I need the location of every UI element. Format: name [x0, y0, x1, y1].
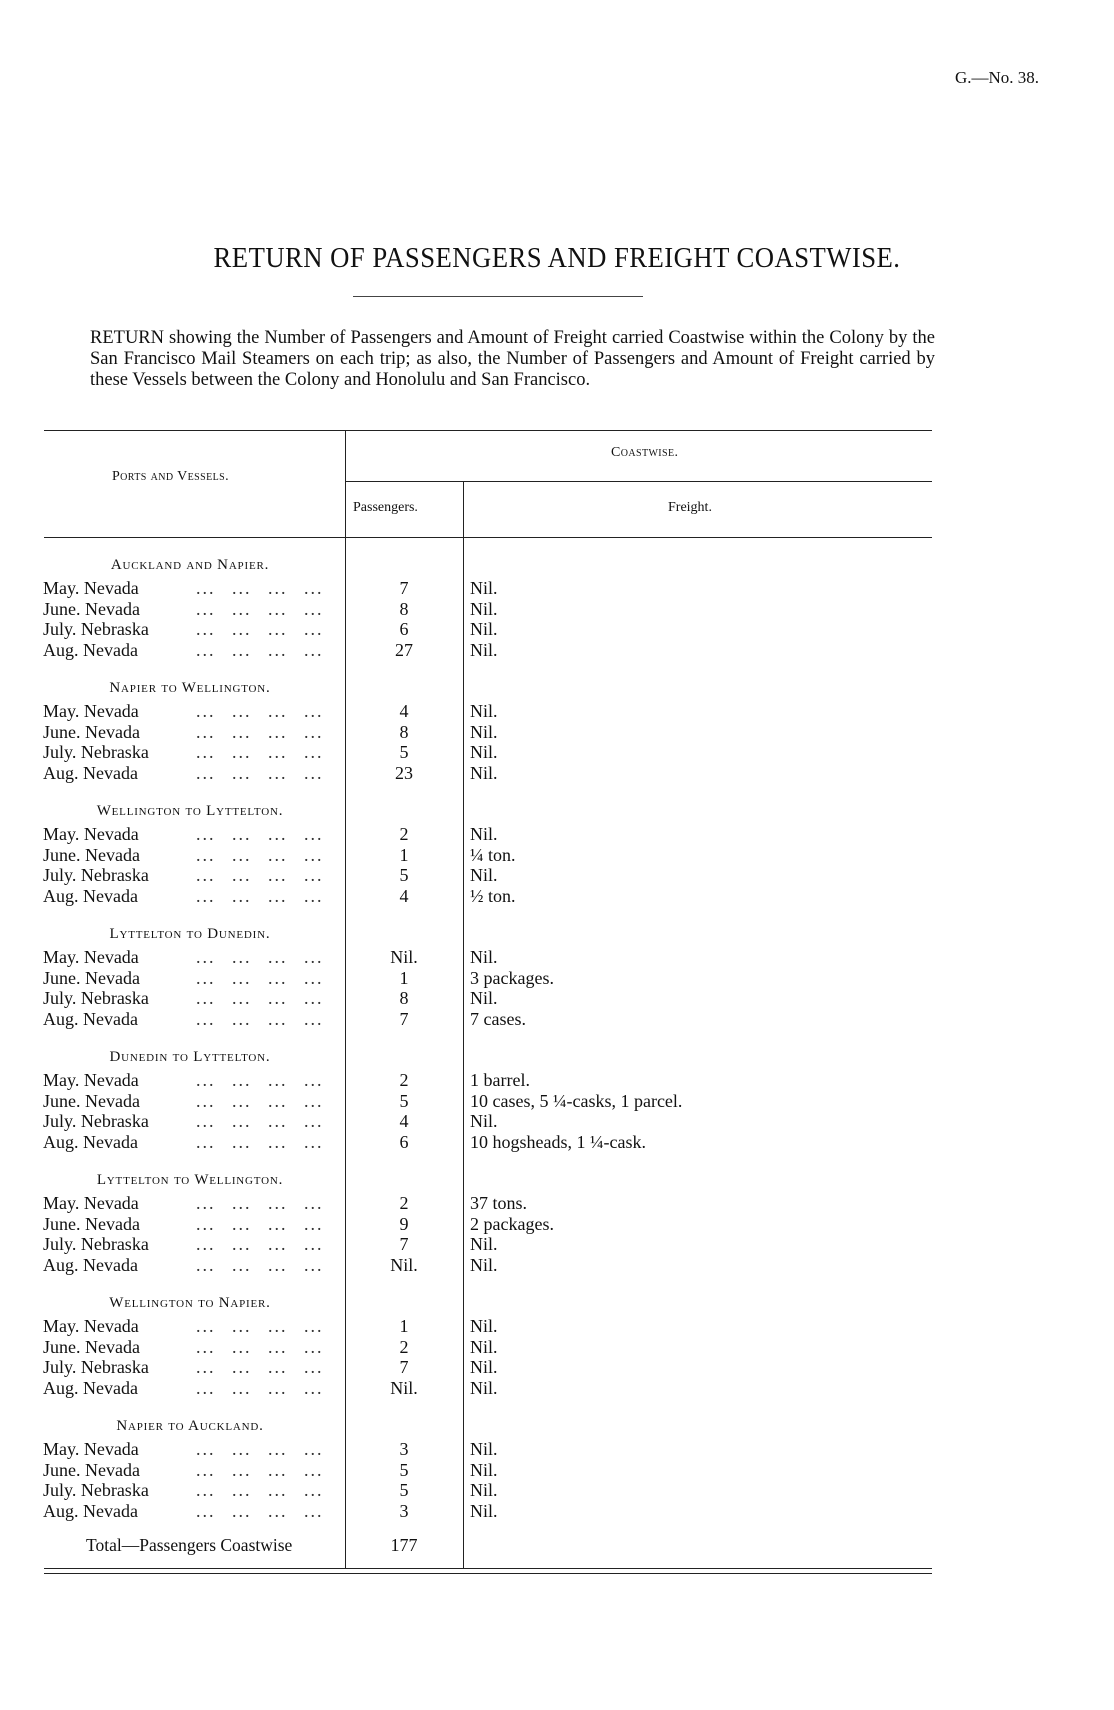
header-passengers: Passengers.: [353, 500, 418, 515]
vessel-cell: May. Nevada: [43, 824, 139, 844]
freight-cell: 7 cases.: [470, 1008, 526, 1029]
vessel-cell: May. Nevada: [43, 578, 139, 598]
table-top-rule: [44, 430, 932, 431]
table-row: [0, 599, 1114, 620]
table-row: [0, 1009, 1114, 1030]
vessel-cell: June. Nevada: [43, 967, 140, 988]
vessel-cell: Aug. Nevada: [43, 639, 138, 660]
table-bottom-rule-double: [44, 1573, 932, 1574]
freight-cell: 1 barrel.: [470, 1070, 530, 1090]
table-row: [0, 701, 1114, 722]
freight-cell: Nil.: [470, 1500, 498, 1521]
vessel-cell: June. Nevada: [43, 1459, 140, 1480]
passengers-cell: 5: [399, 1480, 409, 1500]
table-row: [0, 988, 1114, 1009]
header-coastwise: Coastwise.: [611, 445, 679, 460]
vessel-cell: July. Nebraska: [43, 742, 149, 762]
header-freight: Freight.: [668, 500, 712, 515]
leader-dots: ... ... ... ...: [196, 885, 324, 906]
passengers-cell: 6: [399, 1131, 409, 1152]
vessel-cell: June. Nevada: [43, 844, 140, 865]
vessel-cell: July. Nebraska: [43, 619, 149, 639]
leader-dots: ... ... ... ...: [196, 1213, 324, 1234]
intro-paragraph: RETURN showing the Number of Passengers and Amount of Freight carried Coastwise within the Colony by the San Francisco Mail Steamers on each trip; as also, the Number of Passengers and Amount of Freight carried by these Vessels between the Colony and Honolulu and San Francisco.: [90, 328, 935, 390]
vessel-cell: July. Nebraska: [43, 1357, 149, 1377]
table-row: [0, 1501, 1114, 1522]
table-row: [0, 947, 1114, 968]
leader-dots: ... ... ... ...: [196, 1254, 324, 1275]
header-ports-and-vessels: Ports and Vessels.: [112, 469, 229, 484]
table-row: [0, 1214, 1114, 1235]
freight-cell: Nil.: [470, 865, 498, 885]
freight-cell: Nil.: [470, 1357, 498, 1377]
table-row: [0, 1193, 1114, 1214]
vessel-cell: May. Nevada: [43, 947, 139, 967]
passengers-cell: Nil.: [390, 947, 418, 967]
passengers-cell: 8: [399, 988, 409, 1008]
passengers-cell: Nil.: [390, 1377, 418, 1398]
document-reference: G.—No. 38.: [955, 68, 1040, 87]
vessel-cell: June. Nevada: [43, 1213, 140, 1234]
freight-cell: Nil.: [470, 1316, 498, 1336]
header-bottom-rule: [44, 537, 932, 538]
passengers-cell: 5: [399, 1459, 409, 1480]
leader-dots: ... ... ... ...: [196, 1480, 324, 1500]
leader-dots: ... ... ... ...: [196, 947, 324, 967]
leader-dots: ... ... ... ...: [196, 619, 324, 639]
table-bottom-rule: [44, 1568, 932, 1569]
freight-cell: Nil.: [470, 598, 498, 619]
section-title: Lyttelton to Wellington.: [96, 1172, 284, 1188]
leader-dots: ... ... ... ...: [196, 1316, 324, 1336]
vessel-cell: Aug. Nevada: [43, 1131, 138, 1152]
leader-dots: ... ... ... ...: [196, 639, 324, 660]
table-row: [0, 1111, 1114, 1132]
freight-cell: Nil.: [470, 1480, 498, 1500]
table-row: [0, 722, 1114, 743]
passengers-cell: 8: [399, 598, 409, 619]
passengers-cell: 5: [399, 742, 409, 762]
freight-cell: 10 cases, 5 ¼-casks, 1 parcel.: [470, 1090, 683, 1111]
leader-dots: ... ... ... ...: [196, 721, 324, 742]
vessel-cell: July. Nebraska: [43, 1480, 149, 1500]
freight-cell: Nil.: [470, 1459, 498, 1480]
leader-dots: ... ... ... ...: [196, 1500, 324, 1521]
title-divider: [353, 296, 643, 297]
section-title: Wellington to Napier.: [109, 1295, 271, 1311]
leader-dots: ... ... ... ...: [196, 988, 324, 1008]
leader-dots: ... ... ... ...: [196, 1008, 324, 1029]
freight-cell: Nil.: [470, 721, 498, 742]
table-row: [0, 1439, 1114, 1460]
vessel-cell: July. Nebraska: [43, 865, 149, 885]
leader-dots: ... ... ... ...: [196, 1131, 324, 1152]
table-row: [0, 1070, 1114, 1091]
leader-dots: ... ... ... ...: [196, 1357, 324, 1377]
passengers-cell: 1: [399, 844, 409, 865]
table-row: [0, 1255, 1114, 1276]
section-title: Lyttelton to Dunedin.: [109, 926, 271, 942]
leader-dots: ... ... ... ...: [196, 742, 324, 762]
leader-dots: ... ... ... ...: [196, 1234, 324, 1254]
table-row: [0, 640, 1114, 661]
leader-dots: ... ... ... ...: [196, 1193, 324, 1213]
table-row: [0, 619, 1114, 640]
table-row: [0, 845, 1114, 866]
table-row: [0, 1132, 1114, 1153]
passengers-cell: 4: [399, 701, 409, 721]
passengers-cell: 2: [399, 824, 409, 844]
freight-cell: 2 packages.: [470, 1213, 554, 1234]
section-title: Dunedin to Lyttelton.: [109, 1049, 271, 1065]
total-label: Total—Passengers Coastwise: [86, 1535, 293, 1555]
vessel-cell: Aug. Nevada: [43, 762, 138, 783]
vessel-cell: Aug. Nevada: [43, 1254, 138, 1275]
passengers-cell: 4: [399, 885, 409, 906]
passengers-cell: 9: [399, 1213, 409, 1234]
page-title: RETURN OF PASSENGERS AND FREIGHT COASTWISE.: [213, 242, 901, 274]
vessel-cell: May. Nevada: [43, 1439, 139, 1459]
section-title: Napier to Wellington.: [109, 680, 271, 696]
passengers-cell: 7: [399, 578, 409, 598]
table-row: [0, 824, 1114, 845]
passengers-cell: 7: [399, 1234, 409, 1254]
freight-cell: Nil.: [470, 1254, 498, 1275]
freight-cell: Nil.: [470, 1336, 498, 1357]
leader-dots: ... ... ... ...: [196, 1459, 324, 1480]
passengers-cell: 8: [399, 721, 409, 742]
passengers-cell: 2: [399, 1336, 409, 1357]
table-row: [0, 865, 1114, 886]
leader-dots: ... ... ... ...: [196, 824, 324, 844]
leader-dots: ... ... ... ...: [196, 701, 324, 721]
passengers-cell: 4: [399, 1111, 409, 1131]
section-title: Auckland and Napier.: [110, 557, 270, 573]
leader-dots: ... ... ... ...: [196, 1336, 324, 1357]
vessel-cell: Aug. Nevada: [43, 885, 138, 906]
freight-cell: Nil.: [470, 639, 498, 660]
table-row: [0, 1091, 1114, 1112]
leader-dots: ... ... ... ...: [196, 1439, 324, 1459]
passengers-cell: 27: [395, 639, 413, 660]
table-row: [0, 1316, 1114, 1337]
freight-cell: ¼ ton.: [470, 844, 516, 865]
leader-dots: ... ... ... ...: [196, 1090, 324, 1111]
passengers-cell: 7: [399, 1008, 409, 1029]
passengers-cell: 1: [399, 1316, 409, 1336]
vessel-cell: May. Nevada: [43, 1193, 139, 1213]
freight-cell: Nil.: [470, 762, 498, 783]
passengers-cell: 7: [399, 1357, 409, 1377]
freight-cell: 3 packages.: [470, 967, 554, 988]
table-row: [0, 886, 1114, 907]
leader-dots: ... ... ... ...: [196, 578, 324, 598]
coastwise-sub-rule: [346, 481, 932, 482]
vessel-cell: July. Nebraska: [43, 1234, 149, 1254]
vessel-cell: Aug. Nevada: [43, 1008, 138, 1029]
vessel-cell: May. Nevada: [43, 701, 139, 721]
vessel-cell: Aug. Nevada: [43, 1377, 138, 1398]
vessel-cell: June. Nevada: [43, 598, 140, 619]
freight-cell: Nil.: [470, 742, 498, 762]
passengers-cell: Nil.: [390, 1254, 418, 1275]
freight-cell: 10 hogsheads, 1 ¼-cask.: [470, 1131, 646, 1152]
passengers-cell: 1: [399, 967, 409, 988]
freight-cell: Nil.: [470, 824, 498, 844]
freight-cell: Nil.: [470, 701, 498, 721]
freight-cell: Nil.: [470, 578, 498, 598]
leader-dots: ... ... ... ...: [196, 598, 324, 619]
leader-dots: ... ... ... ...: [196, 844, 324, 865]
vessel-cell: June. Nevada: [43, 721, 140, 742]
freight-cell: Nil.: [470, 1234, 498, 1254]
vessel-cell: May. Nevada: [43, 1316, 139, 1336]
freight-cell: ½ ton.: [470, 885, 516, 906]
leader-dots: ... ... ... ...: [196, 1070, 324, 1090]
leader-dots: ... ... ... ...: [196, 1111, 324, 1131]
vessel-cell: July. Nebraska: [43, 988, 149, 1008]
freight-cell: Nil.: [470, 988, 498, 1008]
table-row: [0, 1357, 1114, 1378]
leader-dots: ... ... ... ...: [196, 1377, 324, 1398]
table-row: [0, 578, 1114, 599]
vessel-cell: May. Nevada: [43, 1070, 139, 1090]
passengers-cell: 5: [399, 1090, 409, 1111]
passengers-cell: 5: [399, 865, 409, 885]
freight-cell: Nil.: [470, 1377, 498, 1398]
passengers-cell: 2: [399, 1193, 409, 1213]
freight-cell: Nil.: [470, 619, 498, 639]
passengers-cell: 6: [399, 619, 409, 639]
vessel-cell: Aug. Nevada: [43, 1500, 138, 1521]
table-row: [0, 1337, 1114, 1358]
freight-cell: 37 tons.: [470, 1193, 528, 1213]
table-row: [0, 763, 1114, 784]
passengers-cell: 23: [395, 762, 413, 783]
vessel-cell: June. Nevada: [43, 1336, 140, 1357]
freight-cell: Nil.: [470, 1439, 498, 1459]
freight-cell: Nil.: [470, 947, 498, 967]
vessel-cell: July. Nebraska: [43, 1111, 149, 1131]
table-row: [0, 1378, 1114, 1399]
leader-dots: ... ... ... ...: [196, 865, 324, 885]
leader-dots: ... ... ... ...: [196, 967, 324, 988]
freight-cell: Nil.: [470, 1111, 498, 1131]
table-row: [0, 1234, 1114, 1255]
leader-dots: ... ... ... ...: [196, 762, 324, 783]
section-title: Napier to Auckland.: [116, 1418, 264, 1434]
section-title: Wellington to Lyttelton.: [96, 803, 284, 819]
total-value: 177: [390, 1535, 418, 1555]
table-row: [0, 742, 1114, 763]
vessel-cell: June. Nevada: [43, 1090, 140, 1111]
passengers-cell: 3: [399, 1500, 409, 1521]
passengers-cell: 3: [399, 1439, 409, 1459]
table-row: [0, 1460, 1114, 1481]
passengers-cell: 2: [399, 1070, 409, 1090]
table-row: [0, 968, 1114, 989]
table-row: [0, 1480, 1114, 1501]
